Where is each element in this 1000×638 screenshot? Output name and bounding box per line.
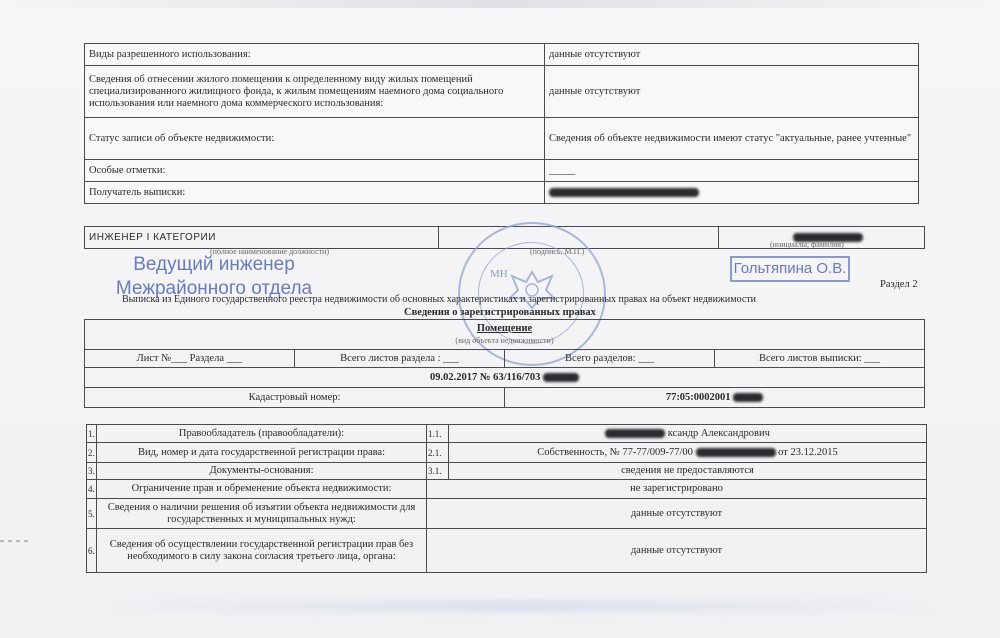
registration-a: Собственность, № 77-77/009-77/00 [537, 446, 693, 458]
sheet-number: Лист №___ Раздела ___ [85, 350, 295, 368]
redaction [733, 393, 763, 402]
holder-name: ксандр Александрович [667, 427, 770, 439]
position-cell [85, 227, 439, 249]
extract-intro: Выписка из Единого государственного реестра недвижимости об основных характеристиках и зарегистрированных правах на объект недвижимости [122, 294, 757, 305]
row-label: Особые отметки: [85, 160, 545, 182]
row-label: Сведения об отнесении жилого помещения к определенному виду жилых помещений специализированного жилищного фонда, к жилым помещениям наемного дома социального использования или наемного дома коммерческого использования: [85, 66, 545, 118]
row-value [449, 425, 927, 443]
row-value: Сведения об объекте недвижимости имеют статус "актуальные, ранее учтенные" [545, 118, 919, 160]
row-label: Правообладатель (правообладатели): [97, 425, 427, 443]
cadastral-value: 77:05:0002001 [665, 391, 731, 403]
scan-edge [0, 0, 1000, 8]
table-row [87, 443, 927, 463]
stamp-line-1: Ведущий инженер [133, 254, 295, 275]
table-row [87, 425, 927, 443]
scan-artifact [90, 600, 950, 612]
date-number: 09.02.2017 № 63/116/703 [430, 371, 541, 383]
row-number: 1. [87, 425, 97, 443]
table-row [87, 529, 927, 573]
row-number: 4. [87, 480, 97, 499]
redaction [549, 188, 699, 197]
sign-caption: (подпись, М.П.) [530, 247, 585, 256]
row-value: сведения не предоставляются [449, 463, 927, 480]
row-value: _____ [545, 160, 919, 182]
date-number-cell [85, 368, 925, 388]
extract-header-table [84, 319, 925, 408]
row-number: 2. [87, 443, 97, 463]
total-sections: Всего разделов: ___ [505, 350, 715, 368]
row-label: Ограничение прав и обременение объекта недвижимости: [97, 480, 427, 499]
table-row [85, 182, 919, 204]
row-value: данные отсутствуют [427, 529, 927, 573]
row-label: Сведения о наличии решения об изъятии объекта недвижимости для государственных и муниципальных нужд: [97, 499, 427, 529]
name-stamp: Гольтяпина О.В. [730, 256, 850, 282]
row-subnumber: 1.1. [427, 425, 449, 443]
table-row [85, 160, 919, 182]
section-number: Раздел 2 [880, 279, 918, 290]
table-row [87, 463, 927, 480]
stamp-line-2: Межрайонного отдела [115, 278, 313, 299]
row-subnumber: 2.1. [427, 443, 449, 463]
seal-text: МН [490, 268, 508, 280]
total-sheets-section: Всего листов раздела : ___ [295, 350, 505, 368]
redaction [543, 373, 579, 382]
object-type-cell [85, 320, 925, 350]
row-value: не зарегистрировано [427, 480, 927, 499]
name-caption: (инициалы, фамилия) [770, 240, 844, 249]
redaction [605, 429, 665, 438]
row-value [545, 182, 919, 204]
row-label: Статус записи об объекте недвижимости: [85, 118, 545, 160]
row-value: данные отсутствуют [545, 44, 919, 66]
row-value: данные отсутствуют [427, 499, 927, 529]
rights-table [86, 424, 927, 573]
row-label: Получатель выписки: [85, 182, 545, 204]
cadastral-label: Кадастровый номер: [85, 388, 505, 408]
total-sheets-extract: Всего листов выписки: ___ [715, 350, 925, 368]
row-number: 3. [87, 463, 97, 480]
row-label: Виды разрешенного использования: [85, 44, 545, 66]
table-row [85, 118, 919, 160]
cadastral-cell [505, 388, 925, 408]
scan-artifact [0, 540, 30, 542]
section-heading: Сведения о зарегистрированных правах [404, 307, 596, 318]
registration-b: от 23.12.2015 [778, 446, 838, 458]
table-row [85, 44, 919, 66]
position-caption: (полное наименование должности) [210, 247, 330, 256]
position-text: ИНЖЕНЕР I КАТЕГОРИИ [89, 231, 216, 243]
row-value: данные отсутствуют [545, 66, 919, 118]
table-row [87, 480, 927, 499]
table-row [85, 66, 919, 118]
object-type: Помещение [476, 322, 533, 334]
row-number: 6. [87, 529, 97, 573]
object-info-table [84, 43, 919, 204]
row-number: 5. [87, 499, 97, 529]
row-label: Документы-основания: [97, 463, 427, 480]
row-label: Вид, номер и дата государственной регистрации права: [97, 443, 427, 463]
row-label: Сведения об осуществлении государственной регистрации прав без необходимого в силу закона согласия третьего лица, органа: [97, 529, 427, 573]
table-row [87, 499, 927, 529]
row-subnumber: 3.1. [427, 463, 449, 480]
redaction [696, 448, 776, 457]
row-value [449, 443, 927, 463]
object-caption: (вид объекта недвижимости) [455, 335, 554, 345]
